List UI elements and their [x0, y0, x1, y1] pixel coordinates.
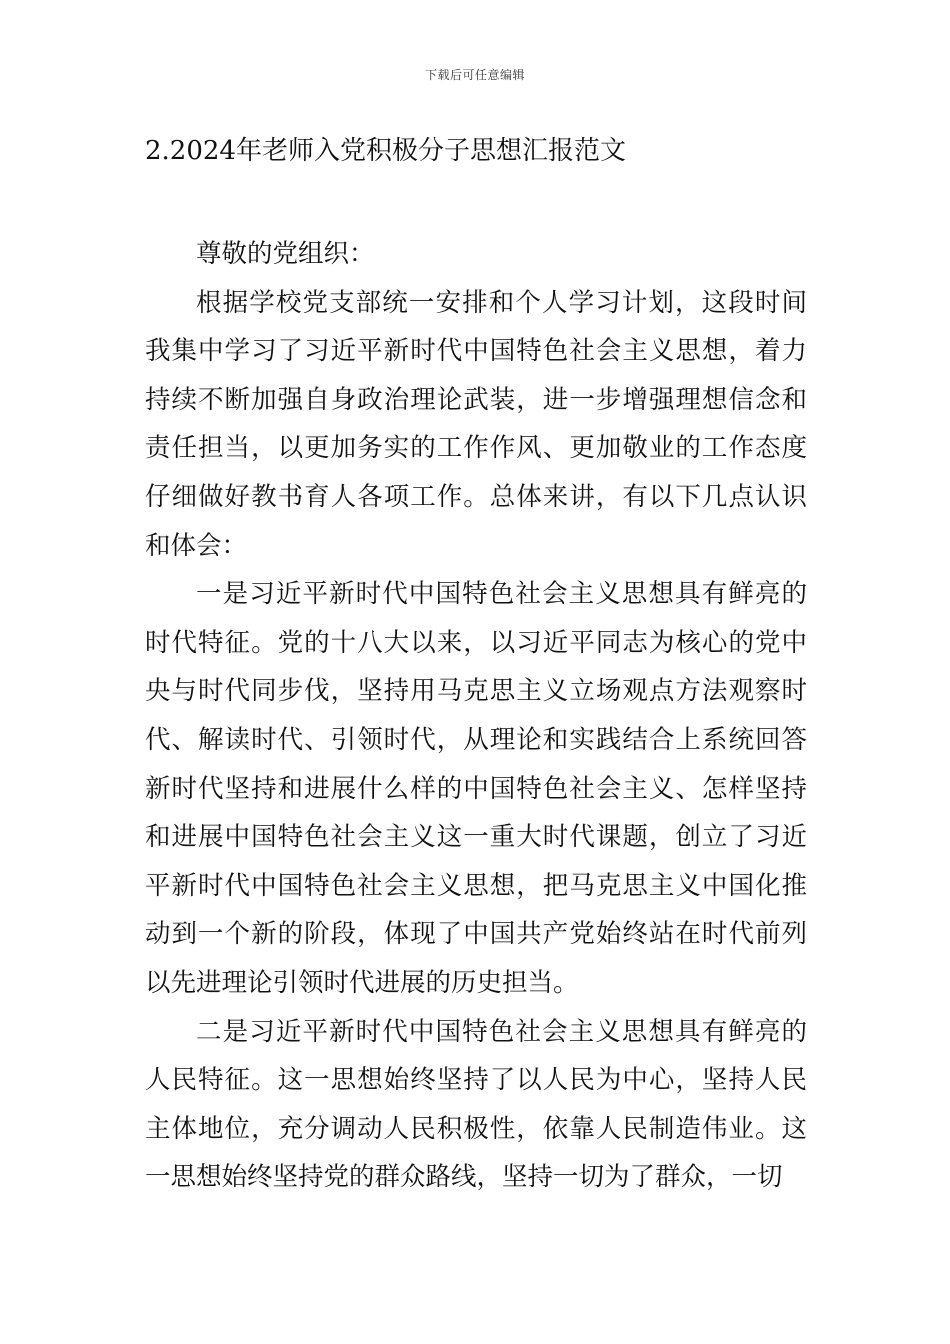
- document-title: 2.2024年老师入党积极分子思想汇报范文: [145, 136, 626, 166]
- paragraph-3: 二是习近平新时代中国特色社会主义思想具有鲜亮的人民特征。这一思想始终坚持了以人民为中心，坚持人民主体地位，充分调动人民积极性，依靠人民制造伟业。这一思想始终坚持党的群众路线，坚持一切为了群众，一切: [145, 1016, 807, 1193]
- document-body: [145, 230, 807, 1202]
- page-header: 下载后可任意编辑: [424, 68, 525, 82]
- salutation: 尊敬的党组织：: [196, 239, 375, 269]
- paragraph-2: 一是习近平新时代中国特色社会主义思想具有鲜亮的时代特征。党的十八大以来，以习近平同志为核心的党中央与时代同步伐，坚持用马克思主义立场观点方法观察时代、解读时代、引领时代，从理论和实践结合上系统回答新时代坚持和进展什么样的中国特色社会主义、怎样坚持和进展中国特色社会主义这一重大时代课题，创立了习近平新时代中国特色社会主义思想，把马克思主义中国化推动到一个新的阶段，体现了中国共产党始终站在时代前列以先进理论引领时代进展的历史担当。: [145, 579, 807, 998]
- paragraph-1: 根据学校党支部统一安排和个人学习计划，这段时间我集中学习了习近平新时代中国特色社会主义思想，着力持续不断加强自身政治理论武装，进一步增强理想信念和责任担当，以更加务实的工作作风、更加敬业的工作态度仔细做好教书育人各项工作。总体来讲，有以下几点认识和体会：: [145, 287, 807, 561]
